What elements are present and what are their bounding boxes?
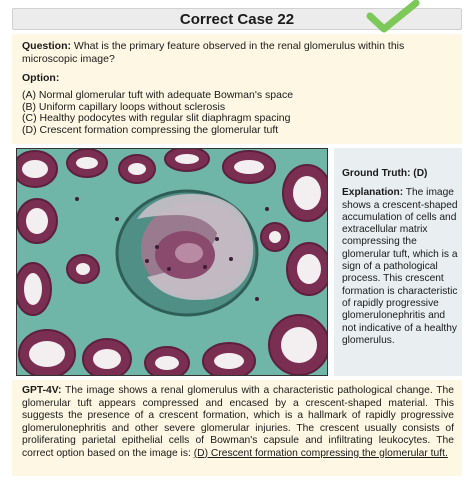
question-label: Question: (22, 40, 71, 52)
option-c: (C) Healthy podocytes with regular slit diaphragm spacing (22, 112, 291, 125)
ground-truth-panel (334, 148, 462, 376)
question-text: What is the primary feature observed in the renal glomerulus within this microscopic image? (22, 40, 405, 65)
option-b: (B) Uniform capillary loops without sclerosis (22, 100, 226, 113)
check-icon (362, 0, 420, 34)
case-title: Correct Case 22 (12, 8, 462, 30)
microscopy-image (16, 148, 328, 376)
gpt4v-label: GPT-4V: (22, 385, 62, 396)
gpt4v-answer: (D) Crescent formation compressing the glomerular tuft. (193, 447, 448, 459)
ground-truth-label: Ground Truth: (D) (342, 168, 428, 179)
question (22, 40, 454, 66)
question-panel (12, 34, 462, 144)
option-label: Option: (22, 72, 60, 84)
option-d: (D) Crescent formation compressing the glomerular tuft (22, 123, 279, 136)
explanation-text: The image shows a crescent-shaped accumulation of cells and extracellular matrix compressing the glomerular tuft, which is a sign of a pathological process. This crescent formation is characteristic of rapidly progressive glomerulonephritis and not indicative of a healthy glomerulus. (342, 187, 458, 346)
gpt4v-panel (12, 380, 462, 476)
option-a: (A) Normal glomerular tuft with adequate Bowman's space (22, 89, 294, 101)
explanation (342, 187, 458, 347)
explanation-label: Explanation: (342, 187, 404, 199)
gpt4v-text: The image shows a renal glomerulus with a characteristic pathological change. The glomerular tuft appears compressed and encased by a crescent-shaped material. This suggests the presence of a crescent formation, which is a hallmark of rapidly progressive glomerulonephritis and other severe glomerular injuries. The crescent usually consists of proliferating parietal epithelial cells of Bowman's capsule and infiltrating leukocytes. The correct option based on the image is: (22, 385, 454, 459)
